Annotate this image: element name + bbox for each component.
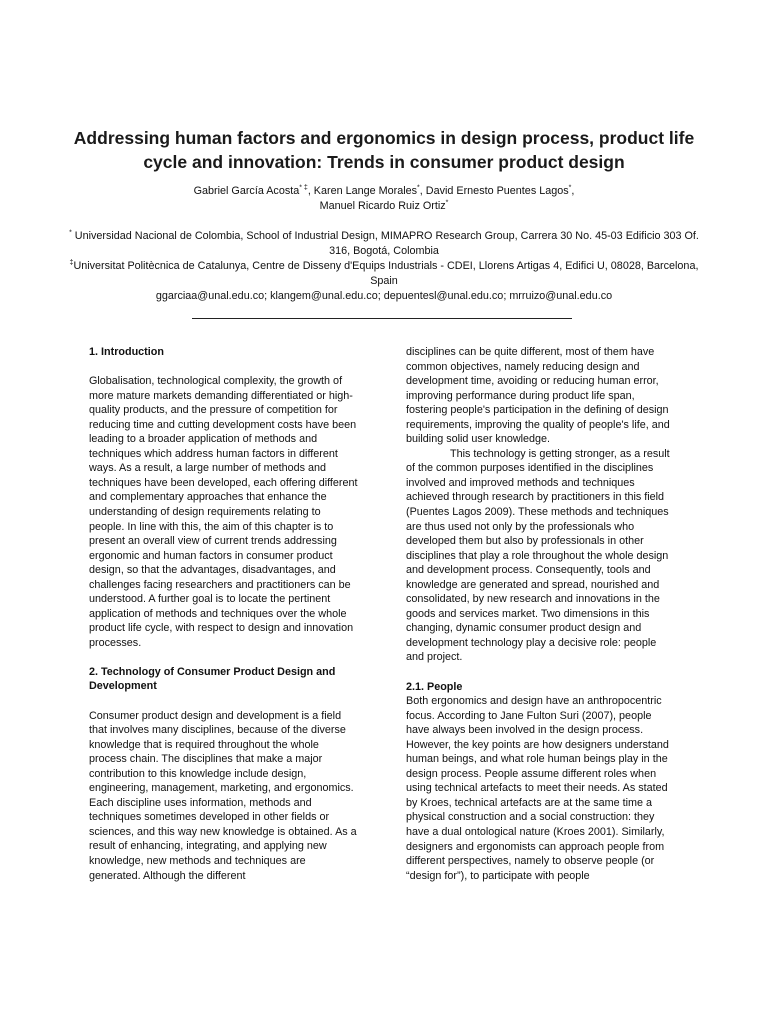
header-divider — [192, 318, 572, 319]
right-column — [406, 345, 676, 883]
affiliation-mark: * — [445, 199, 449, 207]
paper-title: Addressing human factors and ergonomics in design process, product life cycle and innovation: Trends in consumer product design — [73, 128, 695, 172]
author-line-2 — [80, 199, 688, 214]
author-list — [80, 184, 688, 214]
author-name: , Karen Lange Morales — [307, 185, 418, 197]
continued-paragraph: disciplines can be quite different, most of them have common objectives, namely reducing design and development time, avoiding or reducing human error, improving performance during product life span, fostering people's participation in the defining of design requirements, improving the quality of people's life, and building solid user knowledge. — [406, 346, 670, 446]
affiliation-mark: * ‡ — [299, 184, 308, 192]
section-heading-introduction: 1. Introduction — [89, 346, 164, 358]
affiliation-1: * Universidad Nacional de Colombia, School of Industrial Design, MIMAPRO Research Group, Carrera 30 No. 45-03 Edificio 303 Of. 316, Bogotá, Colombia — [69, 229, 699, 257]
section-heading-technology: 2. Technology of Consumer Product Design and Development — [89, 665, 336, 693]
left-column — [89, 345, 359, 883]
subsection-heading-people: 2.1. People — [406, 680, 463, 693]
affiliation-2: ‡Universitat Politècnica de Catalunya, Centre de Disseny d'Equips Industrials - CDEI, Llorens Artigas 4, Edifici U, 08028, Barcelona, Spain — [69, 259, 699, 287]
affiliation-mark: ‡ — [69, 259, 74, 267]
author-emails: ggarciaa@unal.edu.co; klangem@unal.edu.co; depuentesl@unal.edu.co; mrruizo@unal.edu.co — [155, 290, 613, 302]
author-name: Manuel Ricardo Ruiz Ortiz — [319, 200, 446, 212]
author-name: , David Ernesto Puentes Lagos — [419, 185, 569, 197]
affiliation-mark: * — [69, 229, 72, 237]
introduction-paragraph: Globalisation, technological complexity, the growth of more mature markets demanding differentiated or high-quality products, and the pressure of competition for reducing time and cutting development costs have been leading to a broader application of methods and techniques which address human factors in different ways. As a result, a large number of methods and techniques have been developed, each offering different and complementary approaches that enhance the understanding of design requirements relating to people. In line with this, the aim of this chapter is to present an overall view of current trends addressing ergonomic and human factors in consumer product design, so that the advantages, disadvantages, and challenges facing researchers and practitioners can be understood. A further goal is to locate the pertinent application of methods and techniques over the whole product life cycle, with respect to design and innovation processes. — [89, 375, 358, 649]
author-separator: , — [571, 185, 575, 197]
technology-strength-paragraph: This technology is getting stronger, as a result of the common purposes identified in the disciplines involved and improved methods and techniques achieved through research by practitioners in this field (Puentes Lagos 2009). These methods and techniques are thus used not only by the professionals who developed them but also by professionals in other disciplines that play a role throughout the whole design and development process. Consequently, tools and knowledge are generated and spread, nourished and consolidated, by new research and innovations in the goods and services market. Two dimensions in this changing, dynamic consumer product design and development technology play a decisive role: people and project. — [406, 447, 670, 664]
affiliations — [60, 229, 708, 304]
author-line-1 — [80, 184, 688, 199]
technology-paragraph: Consumer product design and development is a field that involves many disciplines, because of the diverse knowledge that is required throughout the whole process chain. The disciplines that make a major contribution to this knowledge include design, engineering, management, marketing, and ergonomics. Each discipline uses information, methods and techniques sometimes developed in other fields or sciences, and this way new knowledge is obtained. As a result of enhancing, integrating, and applying new knowledge, new methods and techniques are generated. Although the different — [89, 709, 357, 882]
affiliation-mark: * — [568, 184, 572, 192]
author-name: Gabriel García Acosta — [193, 185, 300, 197]
people-paragraph: Both ergonomics and design have an anthropocentric focus. According to Jane Fulton Suri (2007), people have always been involved in the design process. However, the key points are how designers understand human beings, and what role human beings play in the design process. People assume different roles when using technical artefacts to meet their needs. As stated by Kroes, technical artefacts are at the same time a physical construction and a social construction: they have a dual ontological nature (Kroes 2001). Similarly, designers and ergonomists can approach people from different perspectives, namely to observe people (or “design for”), to participate with people — [406, 695, 669, 882]
affiliation-mark: * — [417, 184, 420, 192]
